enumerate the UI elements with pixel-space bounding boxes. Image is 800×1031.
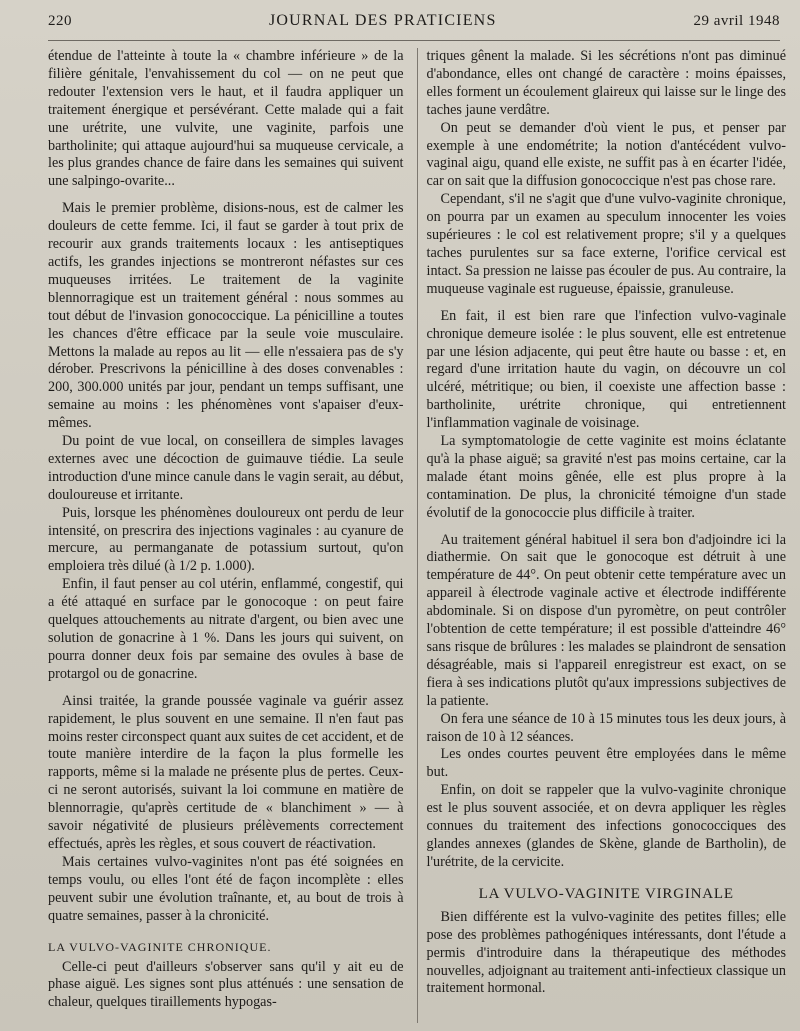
paragraph: Puis, lorsque les phénomènes douloureux ont perdu de leur intensité, on prescrira des injections vaginales : au cyanure de mercure, au permanganate de potassium surtout, qu'on emploiera très dilué (à 1/2 p. 1.000). (48, 504, 404, 575)
paragraph: Enfin, on doit se rappeler que la vulvo-vaginite chronique est le plus souvent associée, et on devra appliquer les règles connues du traitement des infections gonococciques des glandes annexes (glandes de Skène, glande de Bartholin), de l'urétrite, de la cervicite. (426, 782, 786, 870)
paragraph: Cependant, s'il ne s'agit que d'une vulvo-vaginite chronique, on pourra par un examen au speculum innocenter les voies supérieures : le col est relativement propre; s'il y a quelques taches purulentes sur sa face externe, l'orifice cervical est intact. Sa pression ne laisse pas écouler de pus. Au contraire, la muqueuse vaginale est rugueuse, épaissie, granuleuse. (426, 191, 786, 297)
paragraph: Bien différente est la vulvo-vaginite des petites filles; elle pose des problèmes pathogéniques intéressants, dont l'étude a permis d'introduire dans la thérapeutique des méthodes nouvelles, adjoignant au traitement anti-infectieux classique un traitement hormonal. (426, 908, 786, 997)
paragraph: Celle-ci peut d'ailleurs s'observer sans qu'il y ait eu de phase aiguë. Les signes sont plus atténués : une sensation de chaleur, quelques tiraillements hypogas- (48, 958, 404, 1011)
paragraph: Les ondes courtes peuvent être employées dans le même but. (426, 746, 786, 781)
subheading: LA VULVO-VAGINITE CHRONIQUE. (48, 939, 272, 954)
right-column (423, 48, 787, 1023)
left-column (48, 48, 412, 1023)
page-header (48, 12, 780, 41)
paragraph: On fera une séance de 10 à 15 minutes tous les deux jours, à raison de 10 à 12 séances. (426, 710, 786, 745)
paragraph: triques gênent la malade. Si les sécrétions n'ont pas diminué d'abondance, elles ont changé de caractère : moins épaisses, elles forment un écoulement glaireux qui laisse sur le linge des taches jaune verdâtre. (426, 48, 786, 118)
paragraph: Enfin, il faut penser au col utérin, enflammé, congestif, qui a été attaqué en surface par le gonocoque : on peut faire quelques attouchements au nitrate d'argent, ou bien avec une solution de gonacrine à 1 %. Dans les jours qui suivent, on pourra donner deux fois par semaine des ovules à base de protargol ou de gonacrine. (48, 576, 404, 682)
paragraph: La symptomatologie de cette vaginite est moins éclatante qu'à la phase aiguë; sa gravité n'est pas moins certaine, car la malade étant moins gênée, elle est plus propre à la contamination. De plus, la chronicité témoigne d'un stade évolutif de la gonococcie plus difficile à traiter. (426, 433, 786, 521)
paragraph: Mais certaines vulvo-vaginites n'ont pas été soignées en temps voulu, ou elles l'ont été de façon incomplète : elles peuvent subir une évolution traînante, et, au bout de trois à quatre semaines, passer à la chronicité. (48, 853, 404, 924)
section-heading: LA VULVO-VAGINITE VIRGINALE (478, 885, 734, 902)
paragraph: Mais le premier problème, disions-nous, est de calmer les douleurs de cette femme. Ici, il faut se garder à tout prix de recourir aux grands traitements locaux : les antiseptiques actifs, les grandes injections se montreront néfastes sur ces muqueuses irritées. Le traitement de la vaginite blennorragique est un traitement général : nous sommes au tout début de l'invasion gonococcique. La pénicilline a toutes les chances d'être efficace par la seule voie musculaire. Mettons la malade au repos au lit — elle n'essaiera pas de s'y dérober. Prescrivons la pénicilline à des doses convenables : 200, 300.000 unités par jour, pendant un temps suffisant, une semaine au moins : les phénomènes vont s'apaiser d'eux-mêmes. (48, 200, 404, 432)
page-number: 220 (48, 13, 72, 29)
paragraph: étendue de l'atteinte à toute la « chambre inférieure » de la filière génitale, l'envahissement du col — on ne peut que redouter l'extension vers le haut, et il faudra appliquer un traitement énergique et persévérant. Cette malade qui a fait une urétrite, une vulvite, une vaginite, parfois une bartholinite; qui attaque aujourd'hui sa muqueuse cervicale, a les plus grandes chance de faire dans les semaines qui suivent une salpingo-ovarite... (48, 48, 404, 190)
journal-title: JOURNAL DES PRATICIENS (268, 12, 497, 29)
paragraph: Au traitement général habituel il sera bon d'adjoindre ici la diathermie. On sait que le gonocoque est détruit à une température de 44°. On peut obtenir cette température avec un appareil à électrode vaginale active et électrode indifférente abdominale. Si on dispose d'un pyromètre, on peut contrôler l'obtention de cette température; il est possible d'atteindre 46° sans risque de brûlures : les malades se plaindront de sensation désagréable, mais si l'appareil enregistreur est exact, on se fiera à ses indications plutôt qu'aux impressions subjectives de la patiente. (426, 531, 786, 709)
paragraph: On peut se demander d'où vient le pus, et penser par exemple à une endométrite; la notion d'antécédent vulvo-vaginal aigu, quand elle existe, ne suffit pas à en écarter l'idée, car on sait que la diffusion gonococcique n'est pas chose rare. (426, 119, 786, 190)
paragraph: En fait, il est bien rare que l'infection vulvo-vaginale chronique demeure isolée : le plus souvent, elle est entretenue par une lésion adjacente, qui peut être haute ou basse : et, en regard d'une irritation haute du vagin, on découvre un col ulcéré, métritique; ou bien, il coexiste une affection basse : bartholinite, urétrite chronique, qui entretiennent l'inflammation vaginale de voisinage. (426, 307, 786, 432)
paragraph: Ainsi traitée, la grande poussée vaginale va guérir assez rapidement, le plus souvent en une semaine. Il n'en faut pas moins rester circonspect quant aux suites de cet accident, et de toute manière interdire de la façon la plus formelle les rapports, même si la malade ne présente plus de pertes. Ceux-ci ne seront autorisés, suivant la loi commune en matière de blennorragie, qu'après certitude de « blanchiment » — à savoir négativité de plusieurs prélèvements correctement effectués, après les règles, et sous couvert de réactivation. (48, 692, 404, 852)
column-rule (417, 48, 418, 1023)
issue-date: 29 avril 1948 (693, 13, 780, 29)
text-columns (48, 48, 786, 1023)
paragraph: Du point de vue local, on conseillera de simples lavages externes avec une décoction de guimauve tiédie. La seule introduction d'une mince canule dans le vagin serait, au début, douloureuse et irritante. (48, 433, 404, 503)
